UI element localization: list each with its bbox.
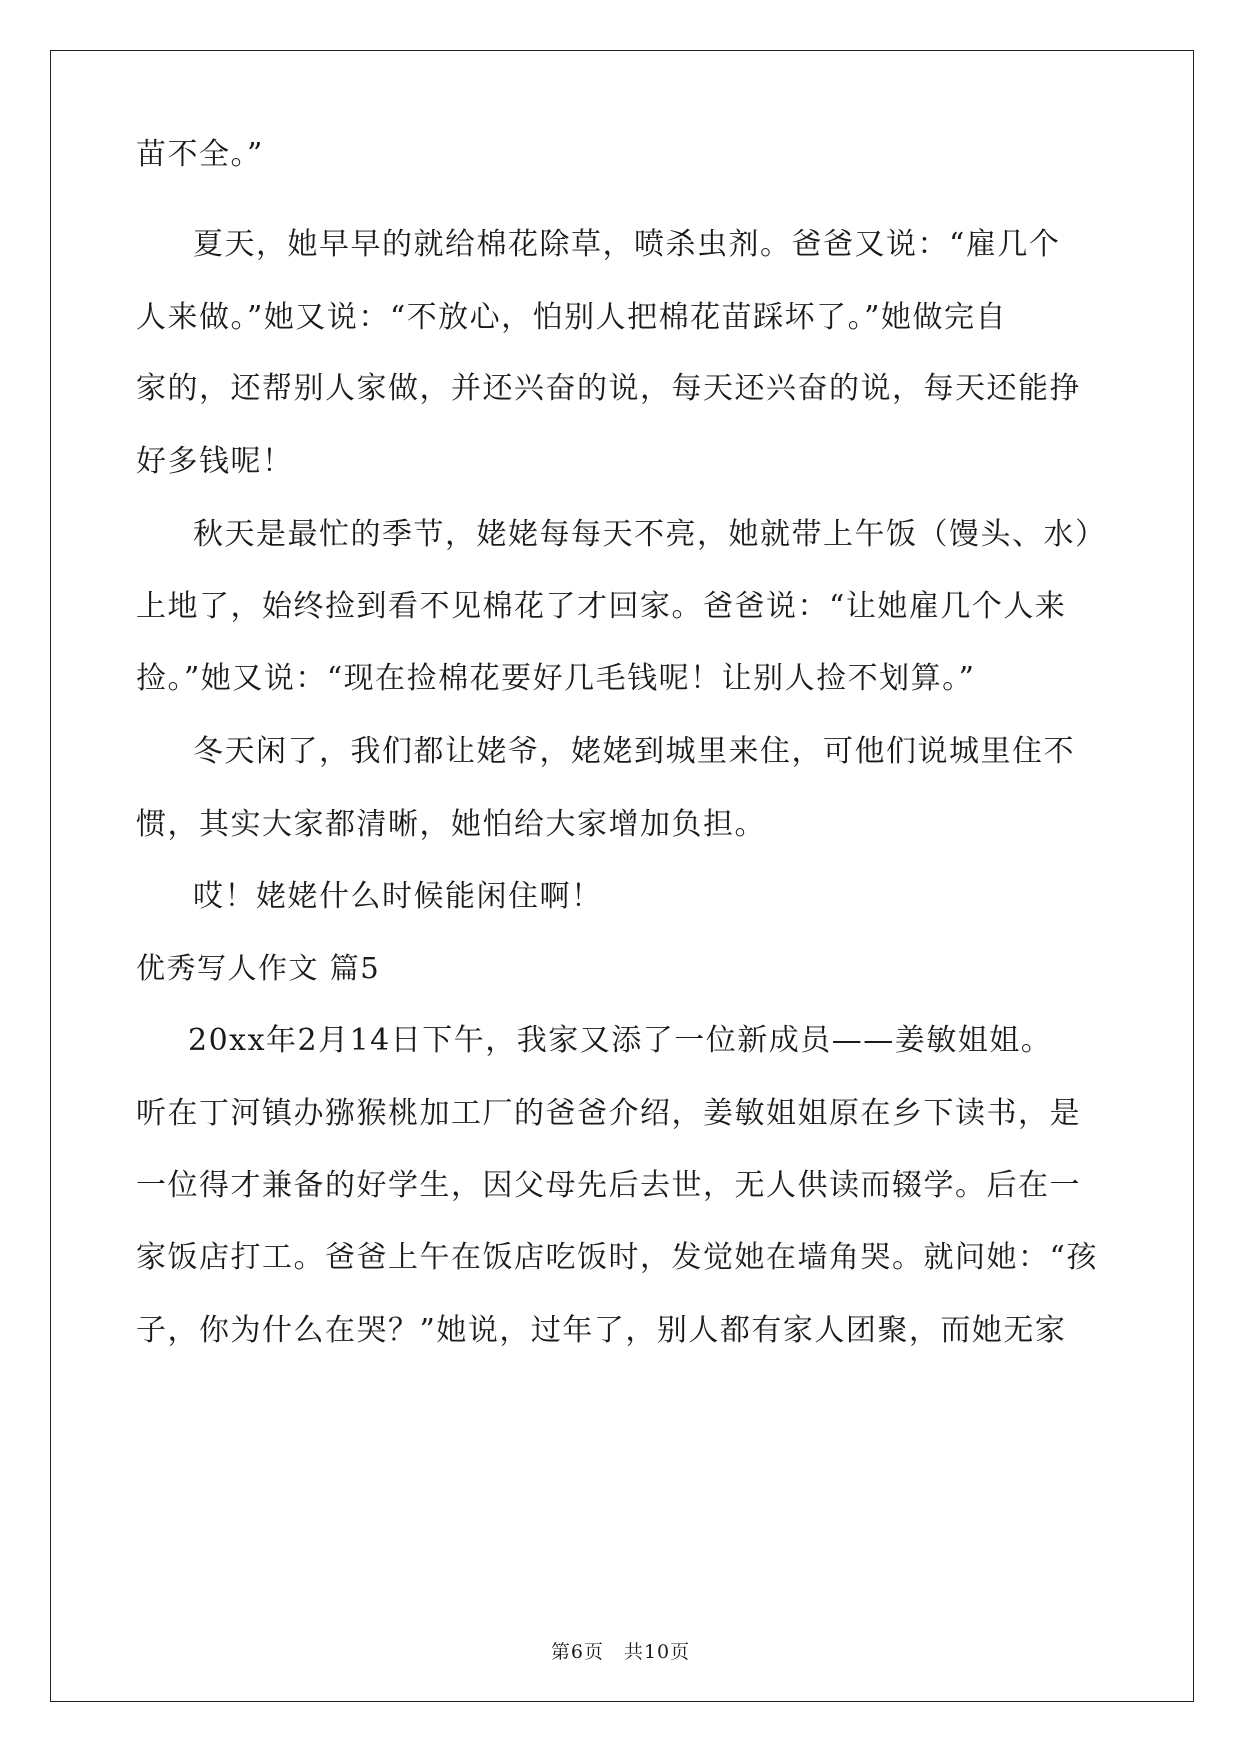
- page-number-footer: 第6页 共10页: [550, 1641, 691, 1663]
- text-line: 人来做。”她又说：“不放心，怕别人把棉花苗踩坏了。”她做完自: [136, 300, 1008, 335]
- paragraph-first-line: 冬天闲了，我们都让姥爷，姥姥到城里来住，可他们说城里住不: [193, 734, 1075, 769]
- text-line: 子，你为什么在哭？”她说，过年了，别人都有家人团聚，而她无家: [136, 1313, 1067, 1348]
- text-line: 上地了，始终捡到看不见棉花了才回家。爸爸说：“让她雇几个人来: [136, 589, 1067, 624]
- text-line: 一位得才兼备的好学生，因父母先后去世，无人供读而辍学。后在一: [136, 1168, 1081, 1203]
- text-line: 家的，还帮别人家做，并还兴奋的说，每天还兴奋的说，每天还能挣: [136, 371, 1081, 406]
- text-line: 听在丁河镇办猕猴桃加工厂的爸爸介绍，姜敏姐姐原在乡下读书，是: [136, 1096, 1081, 1131]
- section-heading: 优秀写人作文 篇5: [136, 951, 381, 985]
- text-line: 苗不全。”: [136, 137, 264, 172]
- text-line: 好多钱呢！: [136, 444, 294, 479]
- paragraph-first-line: 夏天，她早早的就给棉花除草，喷杀虫剂。爸爸又说：“雇几个: [193, 227, 1061, 262]
- text-line: 捡。”她又说：“现在捡棉花要好几毛钱呢！让别人捡不划算。”: [136, 661, 976, 696]
- paragraph-first-line: 20xx年2月14日下午，我家又添了一位新成员——姜敏姐姐。: [188, 1023, 1053, 1058]
- text-line: 家饭店打工。爸爸上午在饭店吃饭时，发觉她在墙角哭。就问她：“孩: [136, 1240, 1098, 1275]
- text-line: 惯，其实大家都清晰，她怕给大家增加负担。: [136, 807, 766, 842]
- paragraph-first-line: 秋天是最忙的季节，姥姥每每天不亮，她就带上午饭（馒头、水）: [193, 517, 1107, 552]
- paragraph-first-line: 哎！姥姥什么时候能闲住啊！: [193, 879, 603, 914]
